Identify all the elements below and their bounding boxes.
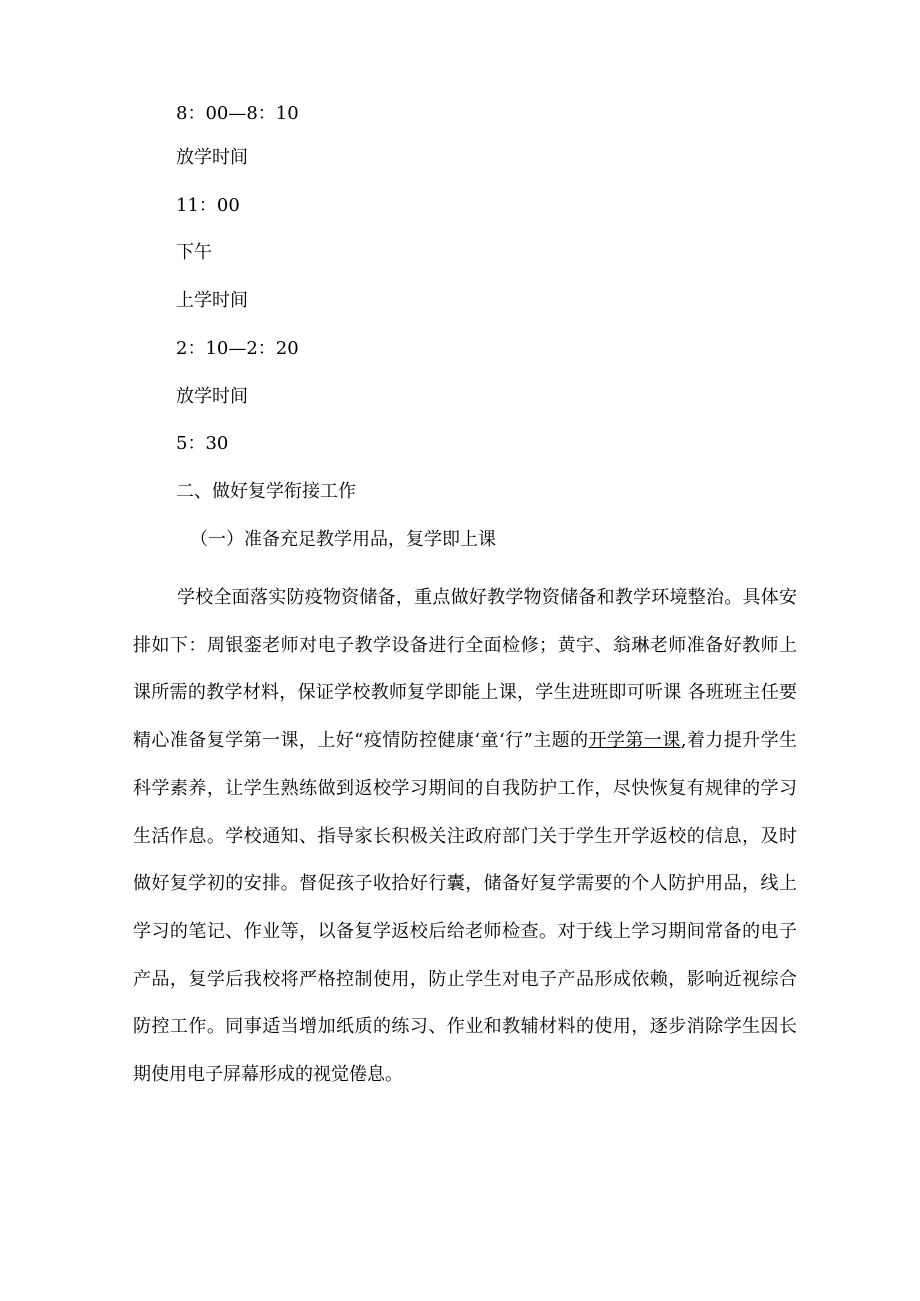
schedule-label-arrival-afternoon: 上学时间 — [176, 290, 248, 311]
schedule-label-afternoon: 下午 — [176, 242, 212, 263]
section-subheading: （一）准备充足教学用品，复学即上课 — [190, 529, 496, 550]
schedule-time-morning-end: 11：00 — [176, 195, 240, 216]
schedule-label-dismissal-afternoon: 放学时间 — [176, 386, 248, 407]
body-paragraph — [133, 574, 797, 1099]
body-paragraph-part1: 学校全面落实防疫物资储备，重点做好教学物资储备和教学环境整治。具体安排如下：周银銮老师对电子教学设备进行全面检修；黄宇、翁琳老师准备好教师上课所需的教学材料，保证学校教师复学即能上课，学生进班即可听课 各班班主任要精心准备复学第一课，上好“疫情防控健康‘童‘行”主题的 — [133, 587, 797, 752]
schedule-time-morning-start: 8：00—8：10 — [176, 103, 299, 124]
schedule-time-afternoon-end: 5：30 — [176, 433, 229, 454]
schedule-label-dismissal-morning: 放学时间 — [176, 147, 248, 168]
body-paragraph-part2: ,着力提升学生科学素养，让学生熟练做到返校学习期间的自我防护工作，尽快恢复有规律的学习生活作息。学校通知、指导家长积极关注政府部门关于学生开学返校的信息，及时做好复学初的安排。督促孩子收拾好行囊，储备好复学需要的个人防护用品，线上学习的笔记、作业等，以备复学返校后给老师检查。对于线上学习期间常备的电子产品，复学后我校将严格控制使用，防止学生对电子产品形成依赖，影响近视综合防控工作。同事适当增加纸质的练习、作业和教辅材料的使用，逐步消除学生因长期使用电子屏幕形成的视觉倦息。 — [133, 730, 797, 1086]
first-lesson-link-text: 开学第一课 — [588, 730, 681, 752]
section-heading: 二、做好复学衔接工作 — [176, 481, 356, 502]
schedule-time-afternoon-start: 2：10—2：20 — [176, 338, 299, 359]
